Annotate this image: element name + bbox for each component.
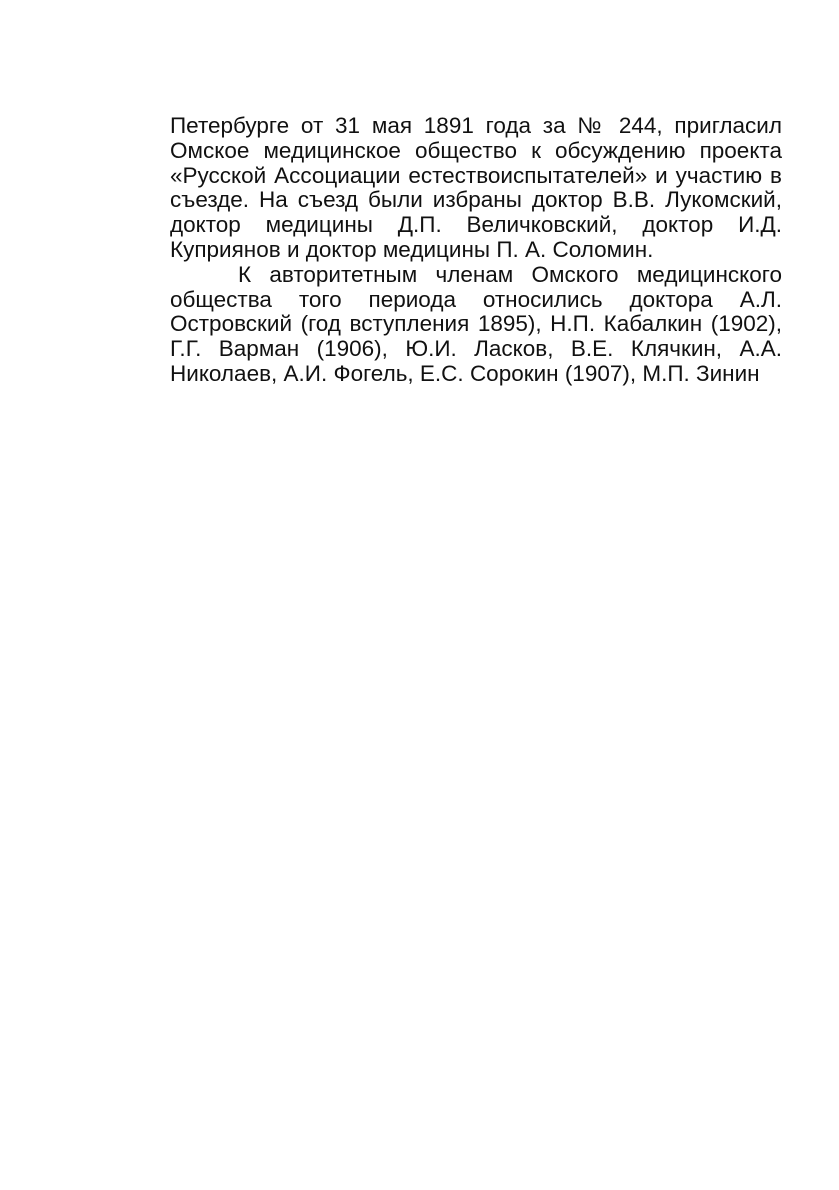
text-line: К авторитетным членам Омского медицинского [238, 261, 782, 287]
text-line: доктор медицины Д.П. Величковский, доктор И.Д. [170, 212, 782, 238]
text-line: общества того периода относились доктора А.Л. [170, 286, 782, 312]
text-line: «Русской Ассоциации естествоиспытателей» и участию в [170, 162, 782, 188]
text-line: Островский (год вступления 1895), Н.П. Кабалкин (1902), [170, 311, 782, 337]
text-line: Николаев, А.И. Фогель, Е.С. Сорокин (1907), М.П. Зинин [170, 360, 760, 386]
text-line: съезде. На съезд были избраны доктор В.В. Лукомский, [170, 187, 782, 213]
text-line: Г.Г. Варман (1906), Ю.И. Ласков, В.Е. Клячкин, А.А. [170, 336, 782, 362]
paragraph-2 [170, 263, 782, 387]
text-line: Омское медицинское общество к обсуждению проекта [170, 137, 782, 163]
text-line: Петербурге от 31 мая 1891 года за № 244, пригласил [170, 113, 782, 138]
paragraph-1 [170, 114, 782, 263]
text-line: Куприянов и доктор медицины П. А. Соломин. [170, 236, 654, 262]
body-text [170, 114, 782, 387]
